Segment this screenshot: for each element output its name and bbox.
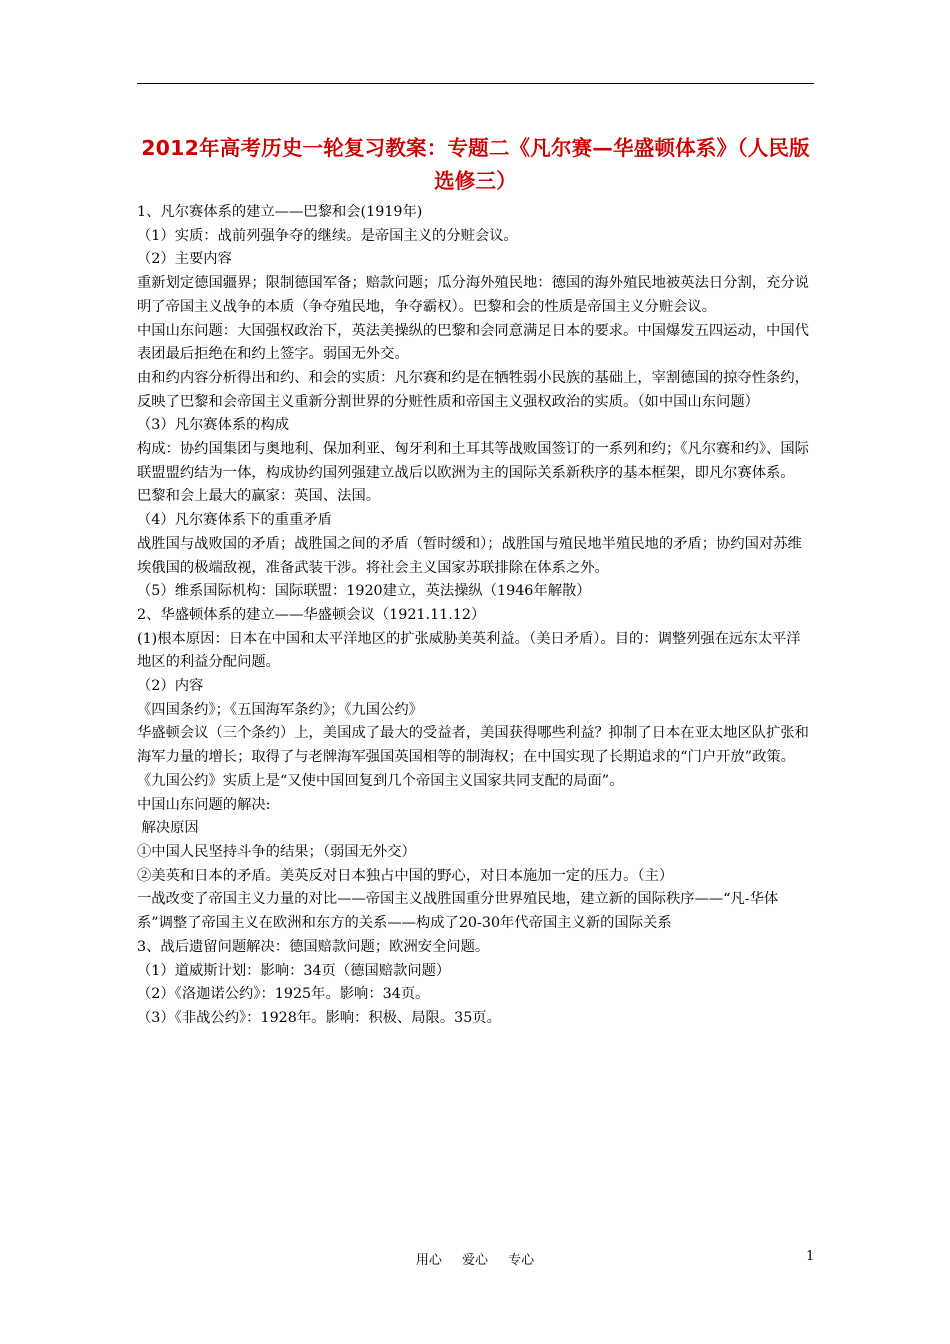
paragraph: （2）内容 [137, 678, 204, 695]
paragraph: 《四国条约》；《五国海军条约》；《九国公约》 [137, 701, 423, 718]
document-title: 2012年高考历史一轮复习教案：专题二《凡尔赛—华盛顿体系》（人民版选修三） [141, 136, 810, 193]
footer-slogan-item: 爱心 [461, 1253, 488, 1268]
paragraph: ①中国人民坚持斗争的结果；（弱国无外交） [137, 843, 416, 860]
paragraph: 战胜国与战败国的矛盾；战胜国之间的矛盾（暂时缓和）；战胜国与殖民地半殖民地的矛盾；协约国对苏维埃俄国的极端敌视，准备武装干涉。将社会主义国家苏联排除在体系之外。 [137, 535, 802, 576]
paragraph: （1）道威斯计划：影响：34页（德国赔款问题） [137, 962, 451, 979]
paragraph: （3）凡尔赛体系的构成 [137, 417, 290, 434]
paragraph: 由和约内容分析得出和约、和会的实质：凡尔赛和约是在牺牲弱小民族的基础上，宰割德国的掠夺性条约，反映了巴黎和会帝国主义重新分割世界的分赃性质和帝国主义强权政治的实质。（如中国山东问题） [137, 369, 809, 410]
footer-slogan-item: 专心 [508, 1253, 535, 1268]
paragraph: (1)根本原因：日本在中国和太平洋地区的扩张威胁美英利益。（美日矛盾）。目的：调整列强在远东太平洋地区的利益分配问题。 [137, 630, 801, 671]
paragraph: 解决原因 [137, 820, 199, 837]
paragraph: 华盛顿会议（三个条约）上，美国成了最大的受益者，美国获得哪些利益？抑制了日本在亚太地区队扩张和海军力量的增长；取得了与老牌海军强国英国相等的制海权；在中国实现了长期追求的“门户开放”政策。 [137, 725, 809, 766]
paragraph: （5）维系国际机构：国际联盟：1920建立，英法操纵（1946年解散） [137, 583, 591, 600]
paragraph: 重新划定德国疆界；限制德国军备；赔款问题；瓜分海外殖民地：德国的海外殖民地被英法日分割，充分说明了帝国主义战争的本质（争夺殖民地，争夺霸权）。巴黎和会的性质是帝国主义分赃会议。 [137, 275, 809, 315]
paragraph: （2）主要内容 [137, 251, 232, 268]
paragraph: （4）凡尔赛体系下的重重矛盾 [137, 512, 332, 529]
paragraph: 构成：协约国集团与奥地利、保加利亚、匈牙利和土耳其等战败国签订的一系列和约；《凡尔赛和约》、国际联盟盟约结为一体，构成协约国列强建立战后以欧洲为主的国际关系新秩序的基本框架，即凡尔赛体系。 [137, 441, 809, 481]
paragraph: 1、凡尔赛体系的建立——巴黎和会(1919年) [137, 204, 423, 220]
paragraph: （3）《非战公约》：1928年。影响：积极、局限。35页。 [137, 1009, 501, 1026]
page-number: 1 [806, 1249, 815, 1264]
paragraph: 中国山东问题的解决: [137, 796, 271, 813]
paragraph: 中国山东问题：大国强权政治下，英法美操纵的巴黎和会同意满足日本的要求。中国爆发五四运动，中国代表团最后拒绝在和约上签字。弱国无外交。 [137, 322, 809, 363]
paragraph: （1）实质：战前列强争夺的继续。是帝国主义的分赃会议。 [137, 227, 518, 244]
paragraph: ②美英和日本的矛盾。美英反对日本独占中国的野心，对日本施加一定的压力。（主） [137, 867, 674, 884]
paragraph: 3、战后遗留问题解决：德国赔款问题；欧洲安全问题。 [137, 938, 490, 955]
paragraph: 巴黎和会上最大的赢家：英国、法国。 [137, 488, 381, 505]
header-rule [137, 83, 814, 84]
paragraph: （2）《洛迦诺公约》：1925年。影响：34页。 [137, 986, 430, 1003]
footer-slogan-item: 用心 [415, 1253, 442, 1268]
paragraph: 《九国公约》实质上是“又使中国回复到几个帝国主义国家共同支配的局面”。 [137, 772, 624, 789]
document-body [137, 201, 814, 1031]
paragraph: 2、华盛顿体系的建立——华盛顿会议（1921.11.12） [137, 606, 486, 623]
paragraph: 一战改变了帝国主义力量的对比——帝国主义战胜国重分世界殖民地，建立新的国际秩序——“凡-华体系”调整了帝国主义在欧洲和东方的关系——构成了20-30年代帝国主义新的国际关系 [137, 891, 779, 932]
